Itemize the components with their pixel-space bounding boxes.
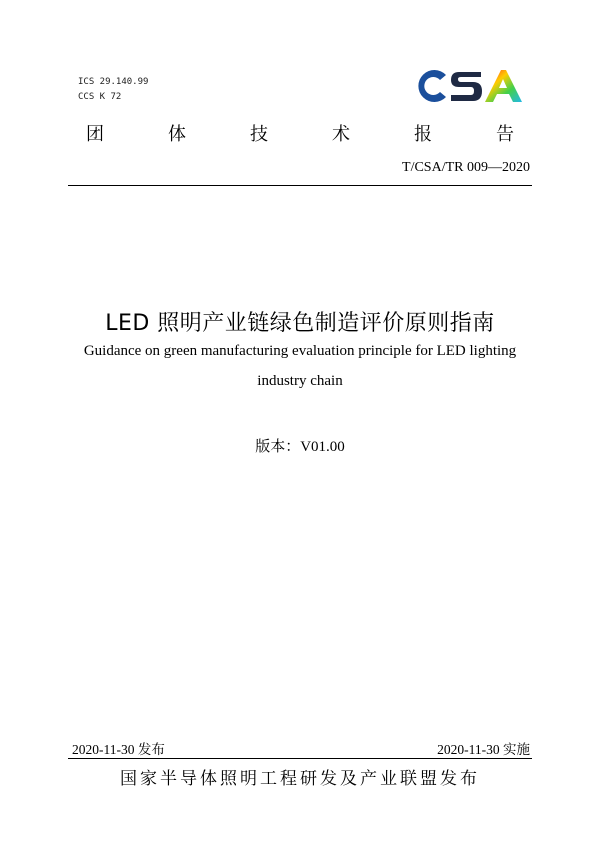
document-number: T/CSA/TR 009—2020 <box>402 160 530 175</box>
ics-code: ICS 29.140.99 <box>78 77 149 87</box>
document-type-char: 告 <box>496 124 514 145</box>
document-type <box>86 124 514 146</box>
classification-codes <box>78 75 148 105</box>
logo-text: CSA <box>469 90 471 91</box>
ccs-code: CCS K 72 <box>78 92 122 102</box>
publish-date: 2020-11-30 发布 <box>72 742 165 757</box>
footer-divider <box>68 758 532 759</box>
document-type-char: 报 <box>414 124 432 145</box>
csa-logo <box>413 66 525 106</box>
title-chinese: LED 照明产业链绿色制造评价原则指南 <box>105 311 495 336</box>
title-english-line2: industry chain <box>257 373 343 389</box>
document-type-char: 团 <box>86 124 104 145</box>
header-divider <box>68 185 532 186</box>
document-type-char: 技 <box>250 124 268 145</box>
document-type-char: 术 <box>332 124 350 145</box>
publisher: 国家半导体照明工程研发及产业联盟发布 <box>120 769 480 789</box>
implement-date: 2020-11-30 实施 <box>437 742 530 757</box>
title-english-line1: Guidance on green manufacturing evaluation principle for LED lighting <box>83 343 517 359</box>
document-type-char: 体 <box>168 124 186 145</box>
version-label: 版本：V01.00 <box>255 439 345 455</box>
